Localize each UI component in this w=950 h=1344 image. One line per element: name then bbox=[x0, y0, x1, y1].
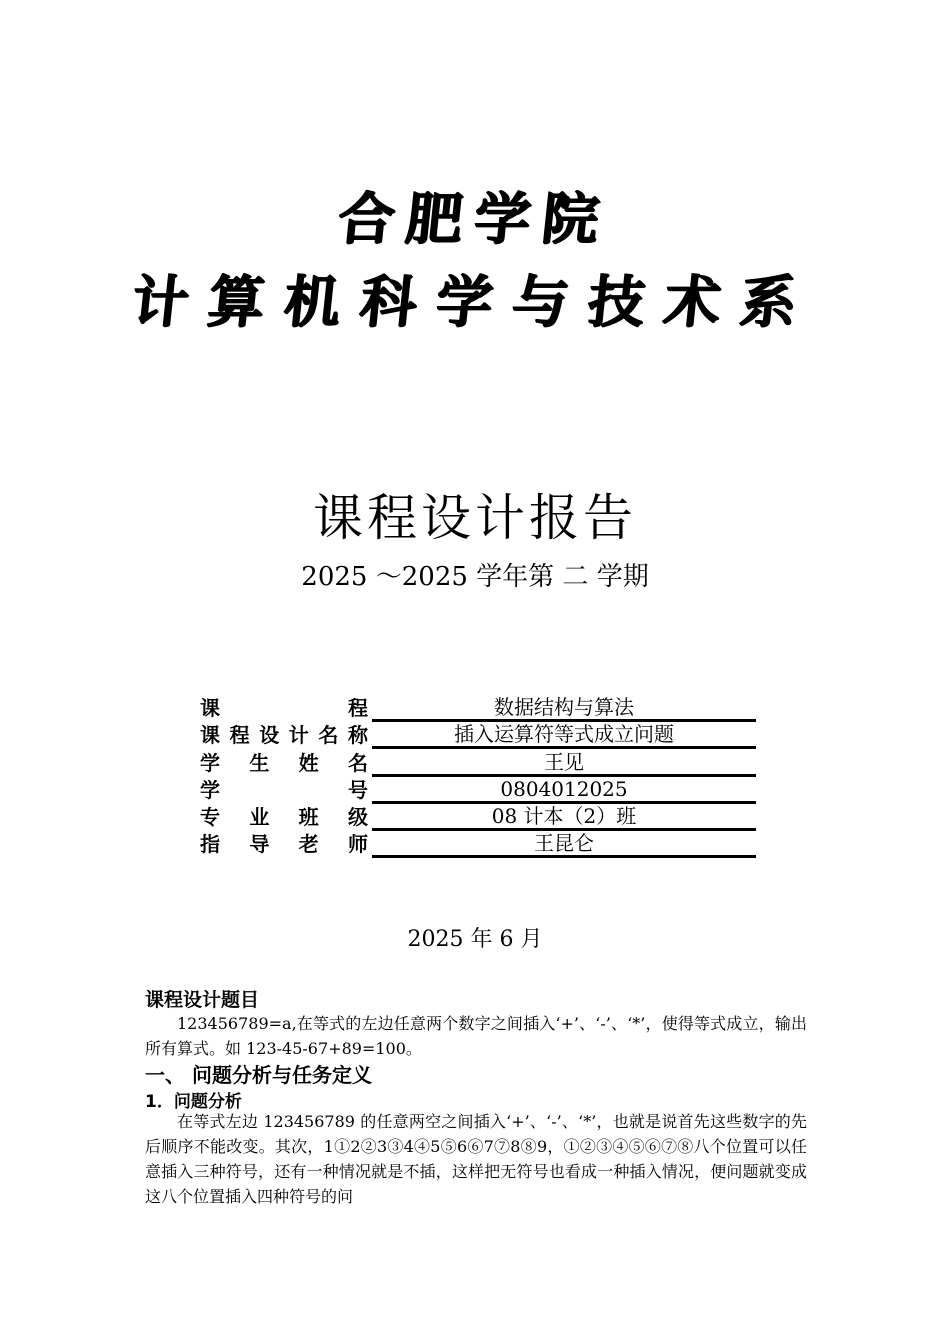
info-label bbox=[200, 750, 368, 776]
info-label bbox=[200, 777, 368, 803]
info-label-char: 程 bbox=[229, 723, 250, 747]
info-label bbox=[200, 831, 368, 857]
subsection-1-heading: 1．问题分析 bbox=[145, 1092, 242, 1112]
report-date: 2025 年 6 月 bbox=[407, 927, 543, 952]
info-label bbox=[200, 695, 368, 721]
topic-heading: 课程设计题目 bbox=[145, 989, 260, 1011]
info-label bbox=[200, 722, 368, 748]
info-label-char: 级 bbox=[347, 805, 368, 829]
department-name: 计算机科学与技术系 bbox=[129, 270, 820, 335]
info-label-char: 学 bbox=[200, 751, 220, 775]
info-value: 王见 bbox=[372, 750, 756, 777]
info-row bbox=[200, 750, 760, 777]
info-row bbox=[200, 695, 760, 722]
info-label-char: 师 bbox=[347, 832, 368, 856]
info-value: 0804012025 bbox=[372, 777, 756, 804]
semester: 2025 ～2025 学年第 二 学期 bbox=[301, 562, 649, 592]
subsection-1-body: 在等式左边 123456789 的任意两空之间插入‘+’、‘-’、‘*’，也就是说首先这些数字的先后顺序不能改变。其次，1①2②3③4④5⑤6⑥7⑦8⑧9，①②③④⑤⑥⑦⑧八个位置可以任意插入三种符号，还有一种情况就是不插，这样把无符号也看成一种插入情况，便问题就变成这八个位置插入四种符号的问 bbox=[145, 1112, 807, 1206]
info-row bbox=[200, 831, 760, 858]
topic-body: 123456789=a,在等式的左边任意两个数字之间插入‘+’、‘-’、‘*’，使得等式成立，输出所有算式。如 123-45-67+89=100。 bbox=[145, 1014, 807, 1058]
info-label-char: 号 bbox=[348, 778, 368, 802]
info-label-char: 班 bbox=[298, 805, 319, 829]
report-title: 课程设计报告 bbox=[313, 489, 637, 547]
info-label-char: 程 bbox=[348, 696, 368, 720]
info-label-char: 计 bbox=[288, 723, 309, 747]
info-label-char: 生 bbox=[249, 751, 270, 775]
section-1-heading: 一、 问题分析与任务定义 bbox=[145, 1063, 372, 1087]
info-label-char: 课 bbox=[200, 723, 220, 747]
info-label-char: 名 bbox=[347, 751, 368, 775]
info-row bbox=[200, 804, 760, 831]
info-label bbox=[200, 804, 368, 830]
info-label-char: 学 bbox=[200, 778, 220, 802]
info-label-char: 称 bbox=[347, 723, 368, 747]
info-label-char: 指 bbox=[200, 832, 220, 856]
info-row bbox=[200, 777, 760, 804]
info-label-char: 名 bbox=[318, 723, 339, 747]
info-label-char: 业 bbox=[249, 805, 270, 829]
info-label-char: 老 bbox=[298, 832, 319, 856]
info-value: 插入运算符等式成立问题 bbox=[372, 722, 756, 749]
info-label-char: 专 bbox=[200, 805, 220, 829]
info-label-char: 导 bbox=[249, 832, 270, 856]
info-value: 08 计本（2）班 bbox=[372, 804, 756, 831]
info-label-char: 姓 bbox=[298, 751, 319, 775]
info-value: 王昆仑 bbox=[372, 831, 756, 858]
school-name: 合肥学院 bbox=[335, 187, 614, 252]
info-row bbox=[200, 722, 760, 749]
info-label-char: 设 bbox=[259, 723, 280, 747]
info-label-char: 课 bbox=[200, 696, 220, 720]
info-value: 数据结构与算法 bbox=[372, 695, 756, 722]
